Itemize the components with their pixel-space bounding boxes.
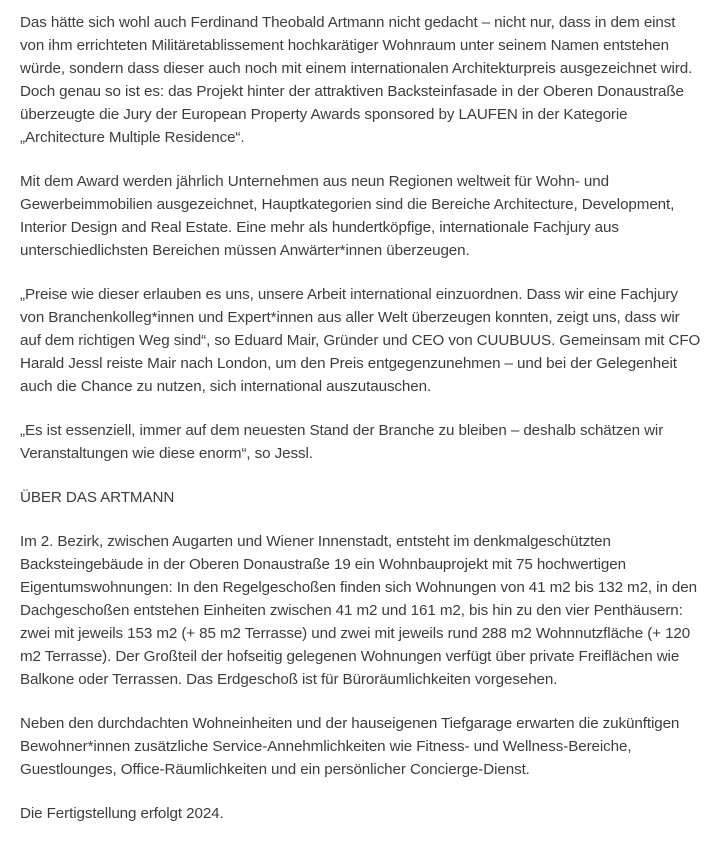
paragraph-mair-quote: „Preise wie dieser erlauben es uns, unsere Arbeit international einzuordnen. Dass wir eine Fachjury von Branchenkolleg*innen und Expert*innen aus aller Welt überzeugen konnten, zeigt uns, dass wir auf dem richtigen Weg sind“, so Eduard Mair, Gründer und CEO von CUUBUUS. Gemeinsam mit CFO Harald Jessl reiste Mair nach London, um den Preis entgegenzunehmen – und bei der Gelegenheit auch die Chance zu nutzen, sich international auszutauschen. (20, 286, 701, 395)
paragraph-jessl-quote: „Es ist essenziell, immer auf dem neuesten Stand der Branche zu bleiben – deshalb schätzen wir Veranstaltungen wie diese enorm“, so Jessl. (20, 422, 664, 462)
paragraph-award-intro: Das hätte sich wohl auch Ferdinand Theobald Artmann nicht gedacht – nicht nur, dass in dem einst von ihm errichteten Militäretablissement hochkarätiger Wohnraum unter seinem Namen entstehen würde, sondern dass dieser auch noch mit einem internationalen Architekturpreis ausgezeichnet wird. Doch genau so ist es: das Projekt hinter der attraktiven Backsteinfasade in der Oberen Donaustraße überzeugte die Jury der European Property Awards sponsored by LAUFEN in der Kategorie „Architecture Multiple Residence“. (20, 14, 693, 146)
paragraph-award-description: Mit dem Award werden jährlich Unternehmen aus neun Regionen weltweit für Wohn- und Gewerbeimmobilien ausgezeichnet, Hauptkategorien sind die Bereiche Architecture, Development, Interior Design and Real Estate. Eine mehr als hundertköpfige, internationale Fachjury aus unterschiedlichsten Bereichen müssen Anwärter*innen überzeugen. (20, 173, 675, 259)
section-heading: ÜBER DAS ARTMANN (20, 489, 175, 506)
paragraph-project-details: Im 2. Bezirk, zwischen Augarten und Wiener Innenstadt, entsteht im denkmalgeschützten Backsteingebäude in der Oberen Donaustraße 19 ein Wohnbauprojekt mit 75 hochwertigen Eigentumswohnungen: In den Regelgeschoßen finden sich Wohnungen von 41 m2 bis 132 m2, in den Dachgeschoßen entstehen Einheiten zwischen 41 m2 und 161 m2, bis hin zu den vier Penthäusern: zwei mit jeweils 153 m2 (+ 85 m2 Terrasse) und zwei mit jeweils rund 288 m2 Wohnnutzfläche (+ 120 m2 Terrasse). Der Großteil der hofseitig gelegenen Wohnungen verfügt über private Freiflächen wie Balkone oder Terrassen. Das Erdgeschoß ist für Büroräumlichkeiten vorgesehen. (20, 533, 697, 688)
paragraph-completion: Die Fertigstellung erfolgt 2024. (20, 805, 224, 822)
paragraph-amenities: Neben den durchdachten Wohneinheiten und der hauseigenen Tiefgarage erwarten die zukünftigen Bewohner*innen zusätzliche Service-Annehmlichkeiten wie Fitness- und Wellness-Bereiche, Guestlounges, Office-Räumlichkeiten und ein persönlicher Concierge-Dienst. (20, 715, 680, 778)
